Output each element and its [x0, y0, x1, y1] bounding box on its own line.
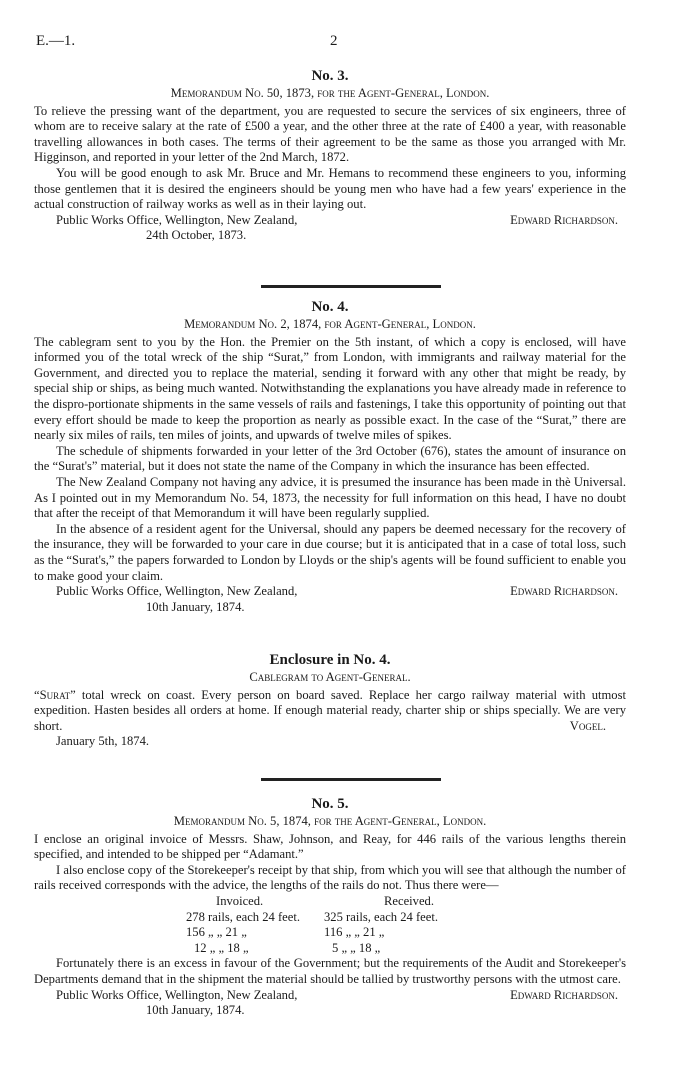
section-divider	[261, 285, 441, 288]
paragraph: You will be good enough to ask Mr. Bruce and Mr. Hemans to recommend these engineers to you, informing those gentlemen that it is desired the engineers should be young men who have had a few years' experience in the actual construction of railway works as well as in their laying out.	[34, 165, 626, 212]
enclosure-subtitle: Cablegram to Agent-General.	[249, 670, 411, 684]
memo-heading: Memorandum No. 2, 1874, for Agent-General, London.	[184, 317, 476, 331]
paragraph: Fortunately there is an excess in favour of the Government; but the requirements of the Audit and Storekeeper's Departments demand that in the shipment the material should be tallied by trustworthy persons with the utmost care.	[34, 956, 626, 986]
page-number: 2	[330, 33, 338, 49]
enclosure-title: Enclosure in No. 4.	[269, 652, 391, 668]
signer-name: Edward Richardson.	[510, 212, 618, 227]
section-no-3	[34, 66, 626, 244]
signature-line	[56, 584, 626, 600]
section-title: No. 3.	[311, 68, 349, 84]
signature-line	[56, 213, 626, 229]
invoiced-cell: 278 rails, each 24 feet.	[186, 909, 300, 924]
invoiced-cell: 12 „ „ 18 „	[194, 940, 249, 955]
signer-name: Vogel.	[569, 718, 606, 733]
memo-heading: Memorandum No. 50, 1873, for the Agent-General, London.	[170, 86, 490, 100]
section-title: No. 5.	[311, 796, 349, 812]
column-header-received: Received.	[384, 893, 434, 908]
column-header-invoiced: Invoiced.	[216, 893, 264, 908]
paragraph: I enclose an original invoice of Messrs. Shaw, Johnson, and Reay, for 446 rails of the various lengths therein specified, and intended to be shipped per “Adamant.”	[34, 831, 626, 862]
table-row	[34, 941, 626, 957]
signature-line	[56, 988, 626, 1004]
section-no-5	[34, 794, 626, 1019]
paragraph: In the absence of a resident agent for the Universal, should any papers be deemed necessary for the recovery of the insurance, they will be forwarded to your care in due course; but it is anticipated that in a case of total loss, such as the “Surat's,” the papers forwarded to London by Lloyds or the ship's agents will be found sufficient to enable you to make good your claim.	[34, 521, 626, 583]
memo-date: 24th October, 1873.	[146, 228, 247, 243]
paragraph: The cablegram sent to you by the Hon. the Premier on the 5th instant, of which a copy is enclosed, will have informed you of the total wreck of the ship “Surat,” from London, with immigrants and railway material for the Government, and directed you to replace the material, sending it forward with any other that might be ready, by special ship or ships, as being much wanted. Notwithstanding the explanations you have already made in reference to the dispro-portionate shipments in the same vessels of rails and fastenings, I take this opportunity of pointing out that every effort should be made to keep the proportion as nearly as possible exact. In the case of the “Surat,” there are nearly six miles of rails, ten miles of joints, and upwards of twelve miles of spikes.	[34, 334, 626, 443]
rails-table	[34, 894, 626, 956]
document-reference: E.—1.	[36, 33, 76, 49]
cablegram-text	[34, 688, 626, 735]
section-divider	[261, 778, 441, 781]
office-address: Public Works Office, Wellington, New Zealand,	[56, 987, 298, 1002]
received-cell: 5 „ „ 18 „	[332, 940, 381, 955]
table-header	[34, 894, 626, 910]
paragraph: The New Zealand Company not having any advice, it is presumed the insurance has been made in thè Universal. As I pointed out in my Memorandum No. 54, 1873, the necessity for full information on this head, I have no doubt that after the receipt of that Memorandum it will have been regularly supplied.	[34, 474, 626, 521]
memo-date: 10th January, 1874.	[146, 599, 245, 614]
table-row	[34, 910, 626, 926]
office-address: Public Works Office, Wellington, New Zealand,	[56, 584, 298, 599]
invoiced-cell: 156 „ „ 21 „	[186, 925, 247, 940]
cablegram-date: January 5th, 1874.	[56, 734, 150, 749]
paragraph: I also enclose copy of the Storekeeper's receipt by that ship, from which you will see that although the number of rails received corresponds with the advice, the lengths of the rails do not. Thus there were—	[34, 862, 626, 893]
paragraph: To relieve the pressing want of the department, you are requested to secure the services of six engineers, three of whom are to receive salary at the rate of £500 a year, and the other three at the rate of £400 a year, with reasonable travelling allowances in both cases. The terms of their agreement to be the same as those you arranged with Mr. Higginson, and reported in your letter of the 2nd March, 1872.	[34, 103, 626, 165]
ship-name: “Surat”	[34, 687, 76, 702]
office-address: Public Works Office, Wellington, New Zealand,	[56, 212, 298, 227]
signer-name: Edward Richardson.	[510, 987, 618, 1002]
cablegram-body: total wreck on coast. Every person on board saved. Replace her cargo railway material with utmost expedition. Hasten besides all orders at home. If enough material ready, charter ship or ships specially. We are very short.	[34, 687, 626, 733]
received-cell: 325 rails, each 24 feet.	[324, 909, 438, 924]
enclosure-section	[34, 650, 626, 750]
received-cell: 116 „ „ 21 „	[324, 925, 385, 940]
section-no-4	[34, 297, 626, 615]
table-row	[34, 925, 626, 941]
paragraph: The schedule of shipments forwarded in your letter of the 3rd October (676), states the amount of insurance on the “Surat's” material, but it does not state the name of the Company in which the insurance has been effected.	[34, 443, 626, 474]
memo-date: 10th January, 1874.	[146, 1003, 245, 1018]
memo-heading: Memorandum No. 5, 1874, for the Agent-General, London.	[173, 814, 487, 828]
section-title: No. 4.	[311, 299, 349, 315]
signer-name: Edward Richardson.	[510, 584, 618, 599]
